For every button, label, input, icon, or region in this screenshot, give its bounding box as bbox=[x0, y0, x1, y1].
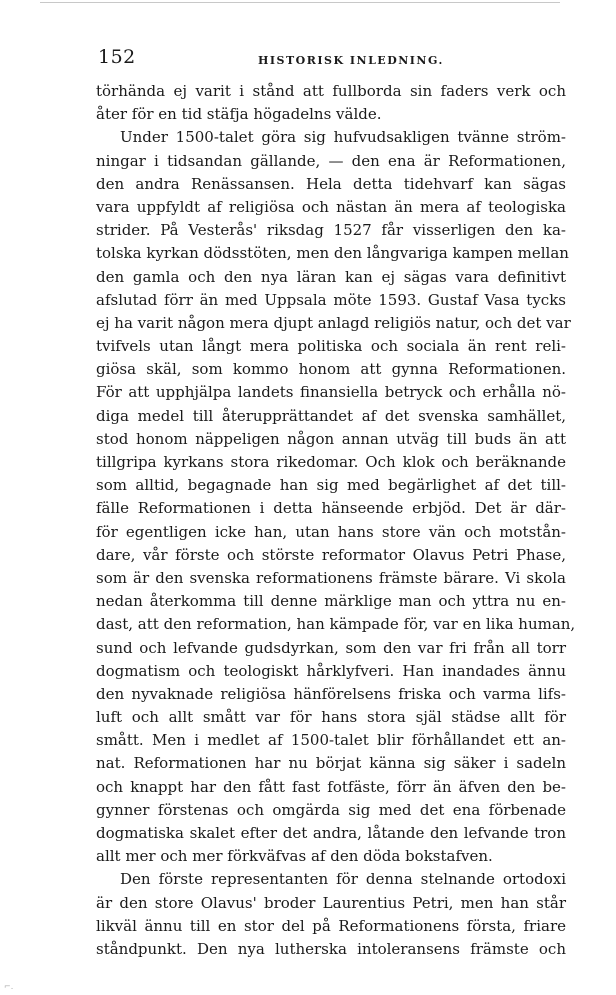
text-line: strider. På Vesterås' riksdag 1527 får visserligen den ka- bbox=[96, 221, 566, 240]
text-line: ståndpunkt. Den nya lutherska intoleransens främste och bbox=[96, 939, 566, 958]
text-line: afslutad förr än med Uppsala möte 1593. Gustaf Vasa tycks bbox=[96, 290, 566, 309]
text-line: sund och lefvande gudsdyrkan, som den var fri från all torr bbox=[96, 638, 566, 657]
text-line: tolska kyrkan dödsstöten, men den långvariga kampen mellan bbox=[96, 244, 569, 263]
text-line: åter för en tid stäfja högadelns välde. bbox=[96, 105, 382, 124]
text-line: och knappt har den fått fast fotfäste, förr än äfven den be- bbox=[96, 777, 566, 796]
text-line: törhända ej varit i stånd att fullborda sin faders verk och bbox=[96, 82, 566, 100]
text-line: nedan återkomma till denne märklige man och yttra nu en- bbox=[96, 592, 566, 611]
text-line: ningar i tidsandan gällande, — den ena är Reformationen, bbox=[96, 151, 566, 170]
text-line: Den förste representanten för denna stelnande ortodoxi bbox=[120, 870, 566, 889]
text-line: stod honom näppeligen någon annan utväg till buds än att bbox=[96, 429, 566, 448]
text-line: För att upphjälpa landets finansiella betryck och erhålla nö- bbox=[96, 383, 566, 402]
text-line: dast, att den reformation, han kämpade för, var en lika human, bbox=[96, 615, 576, 634]
text-line: fälle Reformationen i detta hänseende erbjöd. Det är där- bbox=[96, 499, 566, 518]
text-line: som alltid, begagnade han sig med begärlighet af det till- bbox=[96, 476, 566, 495]
text-line: luft och allt smått var för hans stora själ städse allt för bbox=[96, 708, 566, 727]
top-rule bbox=[40, 2, 560, 3]
text-line: ej ha varit någon mera djupt anlagd religiös natur, och det var bbox=[96, 313, 571, 332]
text-line: gynner förstenas och omgärda sig med det ena förbenade bbox=[96, 800, 566, 819]
text-line: den gamla och den nya läran kan ej sägas vara definitivt bbox=[96, 267, 566, 286]
text-line: för egentligen icke han, utan hans store vän och motstån- bbox=[96, 522, 566, 541]
body-text bbox=[96, 80, 576, 961]
text-line: vara uppfyldt af religiösa och nästan än mera af teologiska bbox=[96, 197, 566, 216]
text-line: giösa skäl, som kommo honom att gynna Reformationen. bbox=[96, 360, 566, 379]
text-line: dogmatiska skalet efter det andra, låtande den lefvande tron bbox=[96, 824, 566, 842]
text-line: som är den svenska reformationens främste bärare. Vi skola bbox=[96, 568, 566, 587]
text-line: dogmatism och teologiskt hårklyfveri. Han inandades ännu bbox=[96, 661, 566, 680]
text-line: likväl ännu till en stor del på Reformationens första, friare bbox=[96, 916, 566, 935]
page-header bbox=[98, 46, 566, 70]
text-line: tvifvels utan långt mera politiska och sociala än rent reli- bbox=[96, 337, 566, 356]
text-line: den nyvaknade religiösa hänförelsens friska och varma lifs- bbox=[96, 684, 566, 703]
text-line: är den store Olavus' broder Laurentius Petri, men han står bbox=[96, 893, 566, 912]
text-line: tillgripa kyrkans stora rikedomar. Och klok och beräknande bbox=[96, 453, 566, 471]
text-line: smått. Men i medlet af 1500-talet blir förhållandet ett an- bbox=[96, 731, 566, 750]
text-line: diga medel till återupprättandet af det svenska samhället, bbox=[96, 406, 566, 425]
text-line: den andra Renässansen. Hela detta tidehvarf kan sägas bbox=[96, 174, 566, 193]
text-line: nat. Reformationen har nu börjat känna sig säker i sadeln bbox=[96, 754, 566, 773]
text-line: Under 1500-talet göra sig hufvudsakligen tvänne ström- bbox=[120, 128, 566, 147]
running-title: HISTORISK INLEDNING. bbox=[258, 54, 444, 67]
text-line: dare, vår förste och störste reformator Olavus Petri Phase, bbox=[96, 545, 566, 564]
page-number: 152 bbox=[98, 46, 136, 68]
text-line: allt mer och mer förkväfvas af den döda bokstafven. bbox=[96, 847, 493, 866]
scan-mark: ⌐. bbox=[4, 982, 14, 991]
